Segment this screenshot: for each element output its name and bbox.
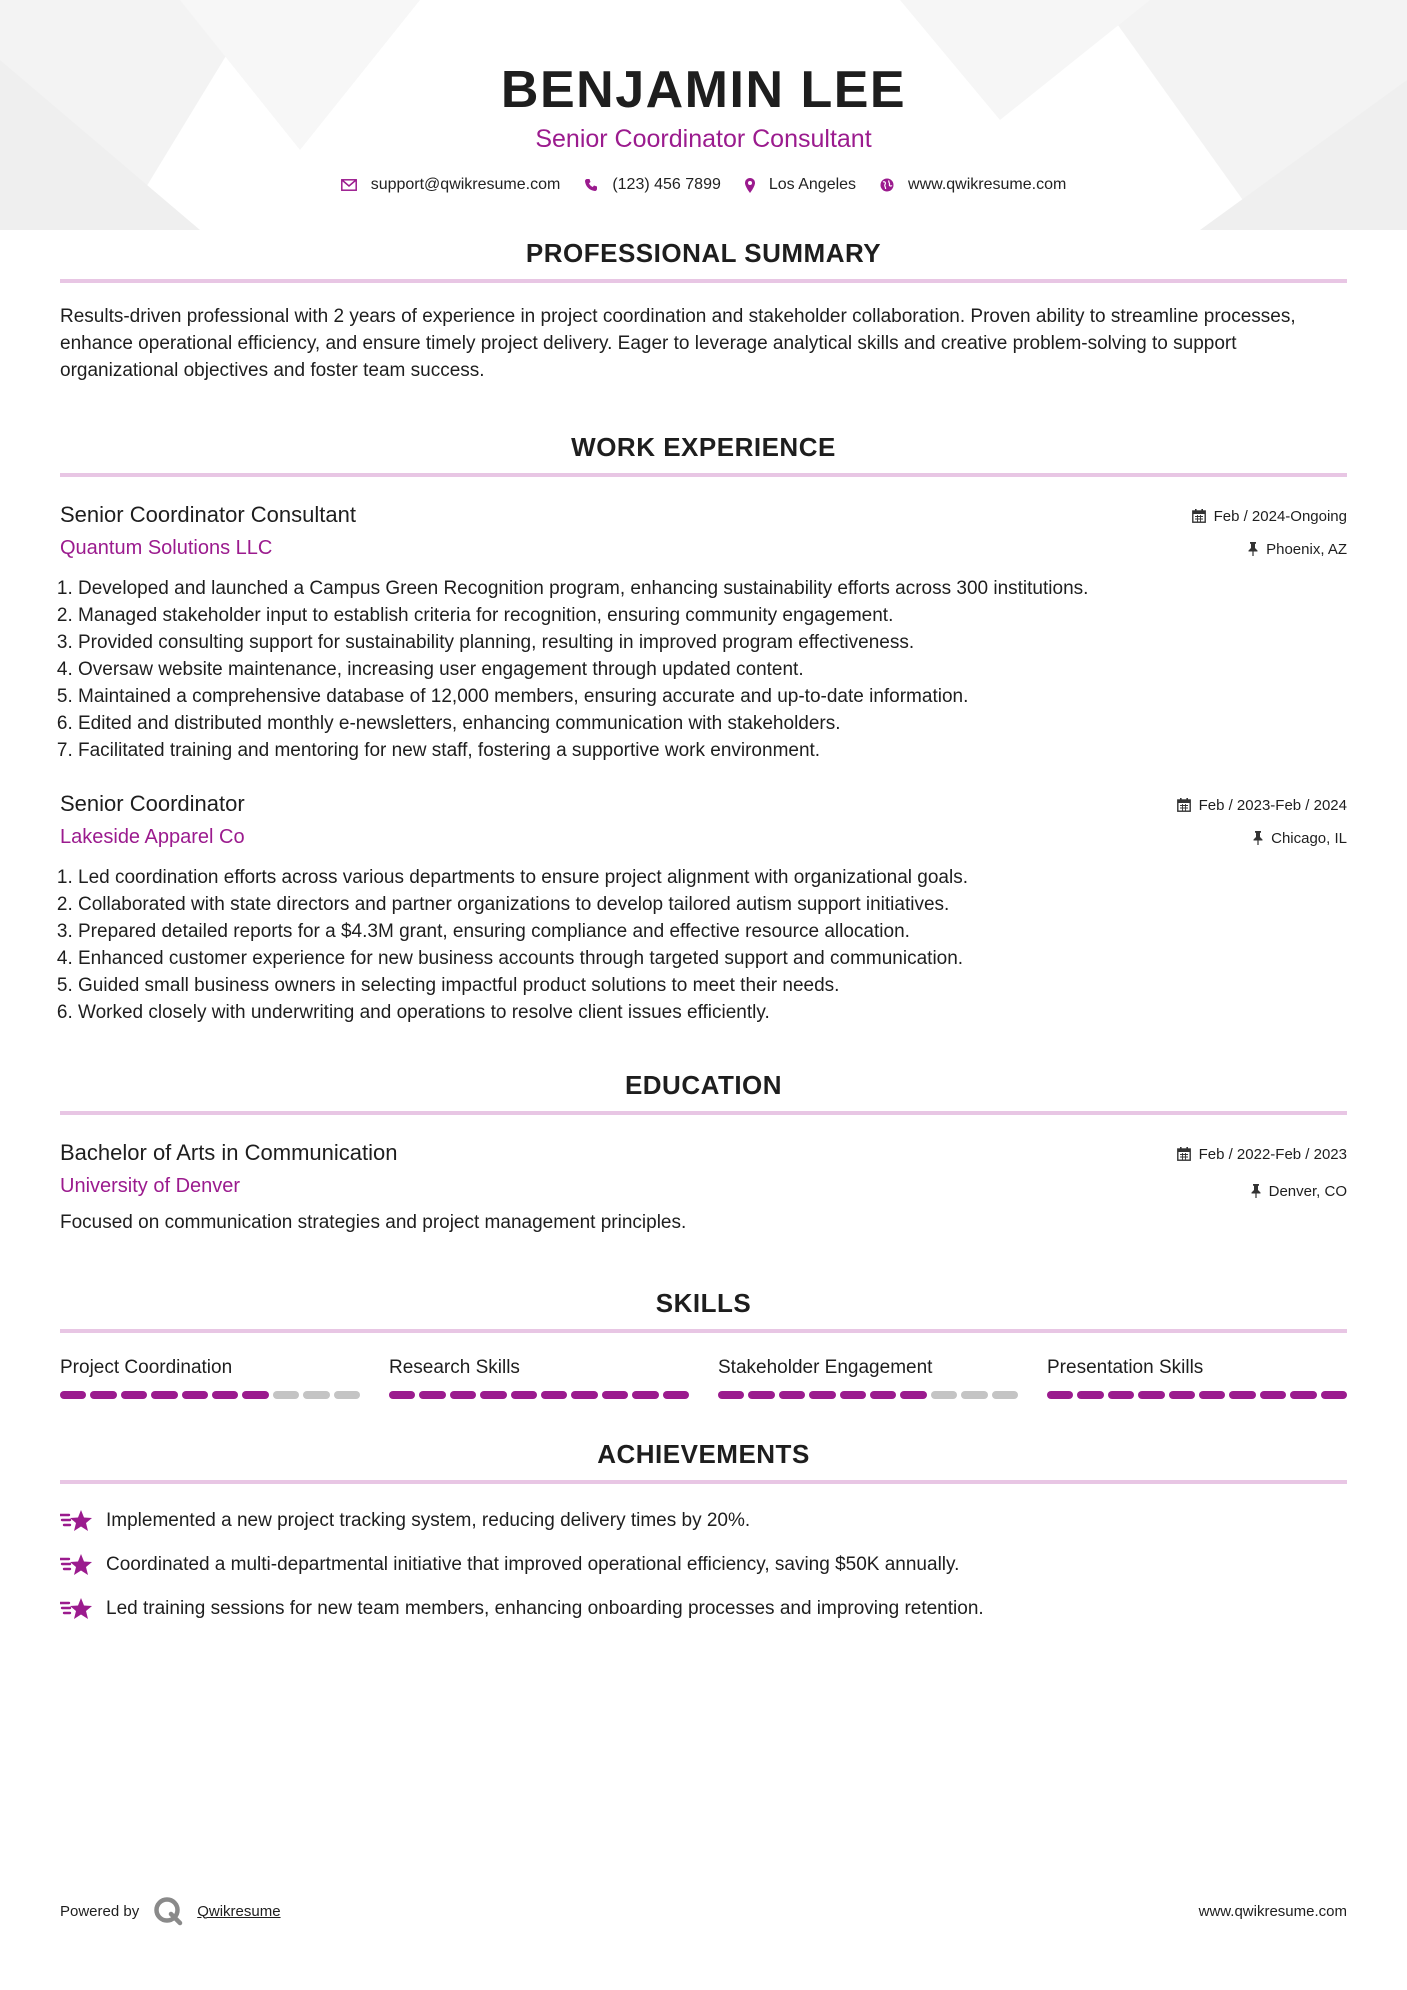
skill-segment-filled — [870, 1391, 896, 1399]
company-name: Quantum Solutions LLC — [60, 537, 273, 559]
skill-segment-filled — [602, 1391, 628, 1399]
skill-segment-filled — [632, 1391, 658, 1399]
list-item: 4. Enhanced customer experience for new business accounts through targeted support and communication. — [78, 945, 1347, 972]
list-item: 3. Prepared detailed reports for a $4.3M grant, ensuring compliance and effective resource allocation. — [78, 918, 1347, 945]
achievement-text: Coordinated a multi-departmental initiative that improved operational efficiency, saving $50K annually. — [106, 1554, 960, 1575]
calendar-icon — [1177, 1147, 1191, 1161]
pushpin-icon — [1248, 542, 1258, 556]
skill-segment-filled — [151, 1391, 177, 1399]
job-location: Chicago, IL — [1271, 829, 1347, 847]
location-text: Los Angeles — [768, 176, 857, 193]
skill-segment-filled — [1047, 1391, 1073, 1399]
skill-segment-empty — [303, 1391, 329, 1399]
skills-grid — [60, 1355, 1347, 1399]
skill-segment-filled — [541, 1391, 567, 1399]
education-section — [60, 1070, 1347, 1236]
contact-website[interactable] — [880, 176, 1066, 194]
job-location: Phoenix, AZ — [1266, 540, 1347, 558]
skill-item — [60, 1355, 360, 1399]
map-pin-icon — [745, 178, 755, 193]
skill-segment-filled — [90, 1391, 116, 1399]
section-heading: WORK EXPERIENCE — [60, 432, 1347, 477]
skill-segment-filled — [900, 1391, 926, 1399]
contact-location — [745, 176, 856, 194]
skill-name: Presentation Skills — [1047, 1357, 1204, 1378]
list-item — [60, 1594, 1347, 1624]
skill-level-bar — [389, 1391, 689, 1399]
list-item: 1. Developed and launched a Campus Green Recognition program, enhancing sustainability efforts across 300 institutions. — [78, 575, 1347, 602]
skill-segment-empty — [992, 1391, 1018, 1399]
skills-section — [60, 1288, 1347, 1399]
skill-segment-filled — [121, 1391, 147, 1399]
contact-phone[interactable] — [584, 176, 721, 194]
list-item: 6. Edited and distributed monthly e-newsletters, enhancing communication with stakeholders. — [78, 710, 1347, 737]
skill-segment-filled — [840, 1391, 866, 1399]
shooting-star-icon — [60, 1551, 94, 1579]
list-item: 2. Collaborated with state directors and partner organizations to develop tailored autism support initiatives. — [78, 891, 1347, 918]
skill-name: Stakeholder Engagement — [718, 1357, 933, 1378]
skill-segment-empty — [273, 1391, 299, 1399]
skill-item — [718, 1355, 1018, 1399]
skill-segment-filled — [1260, 1391, 1286, 1399]
shooting-star-icon — [60, 1595, 94, 1623]
pushpin-icon — [1251, 1184, 1261, 1198]
skill-segment-filled — [1290, 1391, 1316, 1399]
skill-segment-filled — [450, 1391, 476, 1399]
phone-text: (123) 456 7899 — [612, 176, 721, 193]
education-dates: Feb / 2022-Feb / 2023 — [1198, 1145, 1347, 1163]
job-bullets — [60, 575, 1347, 764]
job-bullets — [60, 864, 1347, 1026]
job-entry — [60, 501, 1347, 764]
skill-segment-filled — [182, 1391, 208, 1399]
section-heading: PROFESSIONAL SUMMARY — [60, 238, 1347, 283]
skill-level-bar — [718, 1391, 1018, 1399]
section-heading: EDUCATION — [60, 1070, 1347, 1115]
skill-segment-filled — [511, 1391, 537, 1399]
skill-level-bar — [1047, 1391, 1347, 1399]
list-item — [60, 1550, 1347, 1580]
contact-email[interactable] — [341, 176, 561, 194]
skill-segment-filled — [571, 1391, 597, 1399]
website-text: www.qwikresume.com — [908, 176, 1067, 193]
candidate-name: BENJAMIN LEE — [500, 61, 907, 119]
list-item: 7. Facilitated training and mentoring for new staff, fostering a supportive work environment. — [78, 737, 1347, 764]
calendar-icon — [1177, 798, 1191, 812]
list-item: 4. Oversaw website maintenance, increasing user engagement through updated content. — [78, 656, 1347, 683]
list-item: 6. Worked closely with underwriting and operations to resolve client issues efficiently. — [78, 999, 1347, 1026]
email-text: support@qwikresume.com — [370, 176, 561, 193]
skill-segment-filled — [1229, 1391, 1255, 1399]
education-entry — [60, 1139, 1347, 1236]
job-entry — [60, 790, 1347, 1026]
job-dates: Feb / 2023-Feb / 2024 — [1198, 796, 1347, 814]
footer-website-link[interactable]: www.qwikresume.com — [1198, 1902, 1347, 1920]
skill-segment-filled — [1077, 1391, 1103, 1399]
envelope-icon — [341, 179, 357, 191]
summary-text: Results-driven professional with 2 years of experience in project coordination and stakeholder collaboration. Proven ability to streamline processes, enhance operational efficiency, and ensure timely project delivery. Eager to leverage analytical skills and creative problem-solving to support organizational objectives and foster team success. — [60, 306, 1296, 381]
skill-segment-empty — [961, 1391, 987, 1399]
list-item: 5. Guided small business owners in selecting impactful product solutions to meet their needs. — [78, 972, 1347, 999]
school-name: University of Denver — [60, 1175, 241, 1197]
achievement-text: Implemented a new project tracking system, reducing delivery times by 20%. — [106, 1510, 751, 1531]
contact-bar — [60, 176, 1347, 194]
skill-segment-filled — [1169, 1391, 1195, 1399]
skill-segment-filled — [1199, 1391, 1225, 1399]
section-heading: SKILLS — [60, 1288, 1347, 1333]
list-item: 1. Led coordination efforts across various departments to ensure project alignment with organizational goals. — [78, 864, 1347, 891]
calendar-icon — [1192, 509, 1206, 523]
company-name: Lakeside Apparel Co — [60, 826, 245, 848]
skill-segment-filled — [1321, 1391, 1347, 1399]
skill-item — [1047, 1355, 1347, 1399]
candidate-title: Senior Coordinator Consultant — [535, 125, 872, 153]
skill-level-bar — [60, 1391, 360, 1399]
skill-segment-filled — [718, 1391, 744, 1399]
skill-segment-filled — [212, 1391, 238, 1399]
education-description: Focused on communication strategies and project management principles. — [60, 1212, 687, 1233]
skill-item — [389, 1355, 689, 1399]
skill-segment-filled — [748, 1391, 774, 1399]
page-footer — [60, 1896, 1347, 1926]
resume-header — [60, 0, 1347, 194]
section-heading: ACHIEVEMENTS — [60, 1439, 1347, 1484]
skill-segment-filled — [1108, 1391, 1134, 1399]
globe-icon — [880, 178, 894, 192]
professional-summary-section — [60, 238, 1347, 384]
list-item: 5. Maintained a comprehensive database of 12,000 members, ensuring accurate and up-to-date information. — [78, 683, 1347, 710]
qwikresume-logo-icon — [153, 1896, 183, 1926]
skill-segment-filled — [1138, 1391, 1164, 1399]
shooting-star-icon — [60, 1507, 94, 1535]
achievements-list — [60, 1506, 1347, 1624]
powered-by-label: Powered by — [60, 1902, 140, 1920]
skill-name: Project Coordination — [60, 1357, 233, 1378]
skill-segment-filled — [663, 1391, 689, 1399]
brand-link[interactable]: Qwikresume — [197, 1902, 281, 1920]
skill-segment-empty — [931, 1391, 957, 1399]
job-title: Senior Coordinator — [60, 791, 245, 816]
pushpin-icon — [1253, 831, 1263, 845]
skill-name: Research Skills — [389, 1357, 520, 1378]
list-item — [60, 1506, 1347, 1536]
achievement-text: Led training sessions for new team members, enhancing onboarding processes and improving retention. — [106, 1598, 984, 1619]
skill-segment-filled — [779, 1391, 805, 1399]
skill-segment-filled — [419, 1391, 445, 1399]
skill-segment-empty — [334, 1391, 360, 1399]
list-item: 3. Provided consulting support for sustainability planning, resulting in improved program effectiveness. — [78, 629, 1347, 656]
skill-segment-filled — [480, 1391, 506, 1399]
achievements-section — [60, 1439, 1347, 1624]
skill-segment-filled — [809, 1391, 835, 1399]
education-location: Denver, CO — [1268, 1182, 1347, 1200]
job-title: Senior Coordinator Consultant — [60, 502, 356, 527]
phone-icon — [584, 178, 598, 192]
skill-segment-filled — [242, 1391, 268, 1399]
degree-name: Bachelor of Arts in Communication — [60, 1140, 398, 1165]
work-experience-section — [60, 432, 1347, 1026]
skill-segment-filled — [389, 1391, 415, 1399]
job-dates: Feb / 2024-Ongoing — [1213, 507, 1347, 525]
skill-segment-filled — [60, 1391, 86, 1399]
list-item: 2. Managed stakeholder input to establish criteria for recognition, ensuring community engagement. — [78, 602, 1347, 629]
